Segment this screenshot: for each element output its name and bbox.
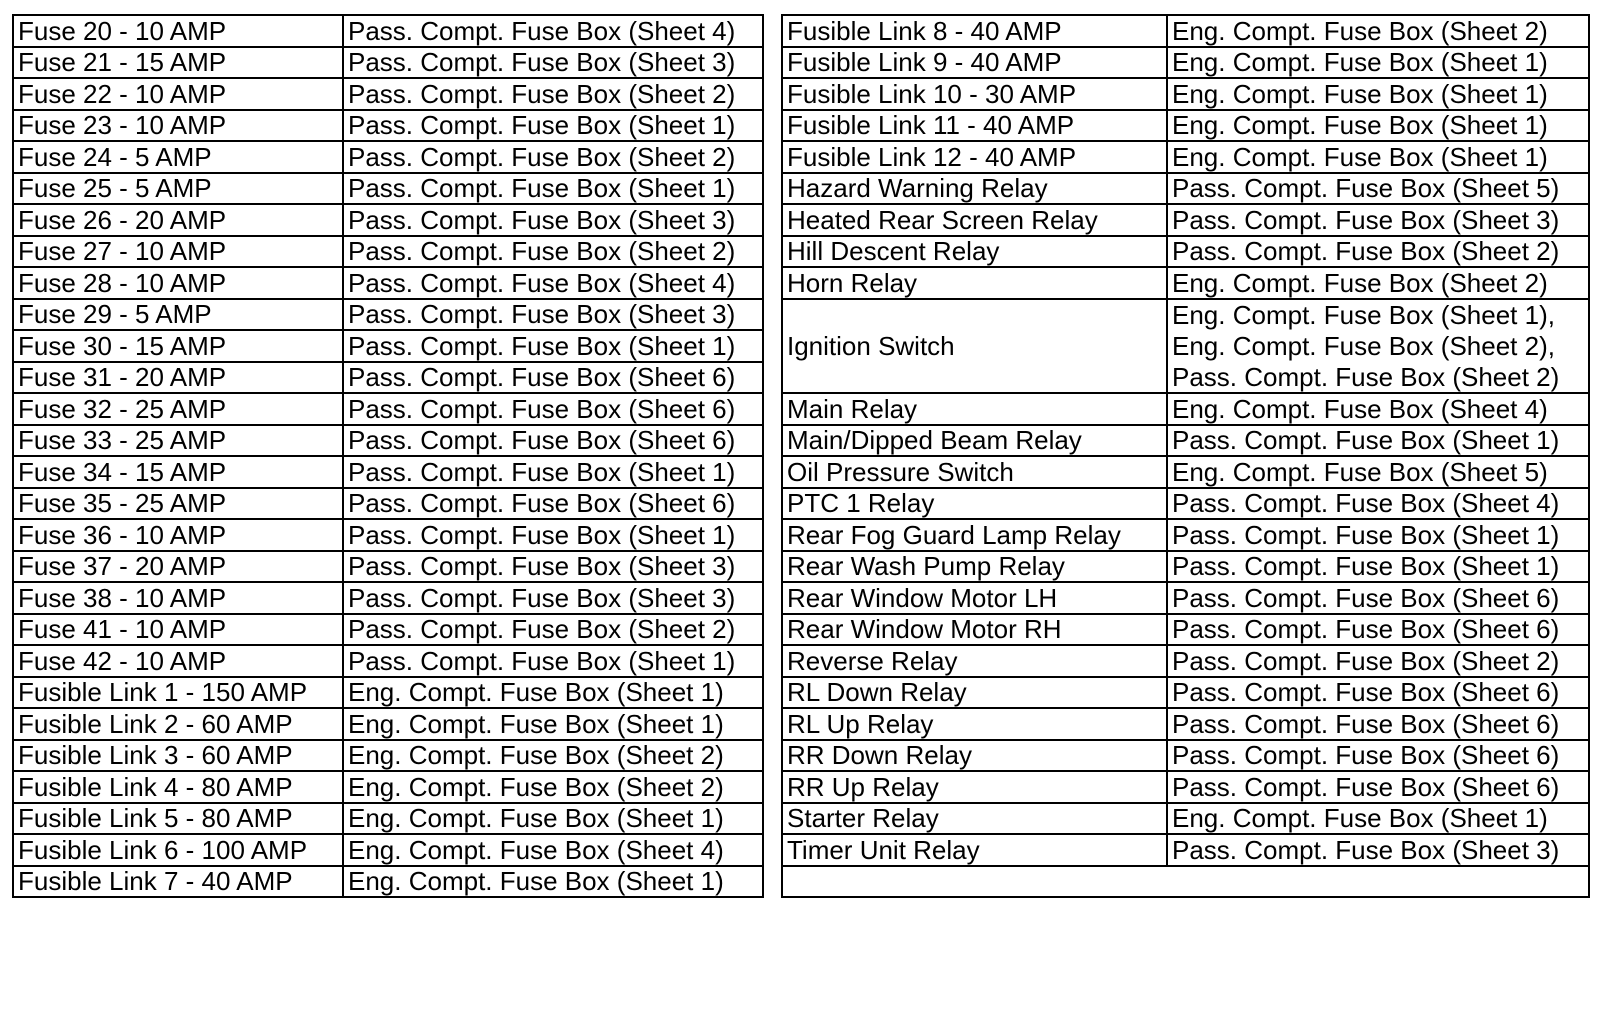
table-row xyxy=(13,299,763,331)
component-cell: Fusible Link 5 - 80 AMP xyxy=(13,803,343,835)
table-row xyxy=(13,362,763,394)
location-cell: Pass. Compt. Fuse Box (Sheet 1) xyxy=(343,645,763,677)
right-fuse-table xyxy=(781,14,1590,898)
location-cell: Pass. Compt. Fuse Box (Sheet 3) xyxy=(343,47,763,79)
component-cell: Fusible Link 7 - 40 AMP xyxy=(13,866,343,898)
location-cell: Pass. Compt. Fuse Box (Sheet 6) xyxy=(1167,740,1589,772)
empty-row xyxy=(782,866,1589,898)
location-cell: Pass. Compt. Fuse Box (Sheet 2) xyxy=(343,78,763,110)
table-row xyxy=(13,740,763,772)
location-cell: Pass. Compt. Fuse Box (Sheet 6) xyxy=(1167,771,1589,803)
component-cell: Fusible Link 1 - 150 AMP xyxy=(13,677,343,709)
location-cell: Eng. Compt. Fuse Box (Sheet 2) xyxy=(1167,267,1589,299)
component-cell: Fuse 21 - 15 AMP xyxy=(13,47,343,79)
location-cell: Pass. Compt. Fuse Box (Sheet 4) xyxy=(343,15,763,47)
table-row xyxy=(13,204,763,236)
component-cell: Fusible Link 8 - 40 AMP xyxy=(782,15,1167,47)
location-cell: Eng. Compt. Fuse Box (Sheet 2) xyxy=(343,740,763,772)
component-cell: RL Down Relay xyxy=(782,677,1167,709)
component-cell: Hill Descent Relay xyxy=(782,236,1167,268)
table-row xyxy=(782,78,1589,110)
location-cell: Pass. Compt. Fuse Box (Sheet 2) xyxy=(1167,362,1589,394)
component-cell: Fuse 33 - 25 AMP xyxy=(13,425,343,457)
table-row xyxy=(782,456,1589,488)
location-cell: Pass. Compt. Fuse Box (Sheet 1) xyxy=(1167,551,1589,583)
table-row xyxy=(782,614,1589,646)
component-cell: Fuse 38 - 10 AMP xyxy=(13,582,343,614)
table-row xyxy=(782,771,1589,803)
table-row xyxy=(13,110,763,142)
table-row xyxy=(13,866,763,898)
component-cell: Fuse 36 - 10 AMP xyxy=(13,519,343,551)
table-row xyxy=(782,551,1589,583)
location-cell: Pass. Compt. Fuse Box (Sheet 3) xyxy=(1167,204,1589,236)
location-cell: Pass. Compt. Fuse Box (Sheet 6) xyxy=(343,393,763,425)
location-cell: Eng. Compt. Fuse Box (Sheet 1) xyxy=(343,803,763,835)
location-cell: Eng. Compt. Fuse Box (Sheet 2) xyxy=(343,771,763,803)
component-cell: Fusible Link 11 - 40 AMP xyxy=(782,110,1167,142)
component-cell: PTC 1 Relay xyxy=(782,488,1167,520)
table-row xyxy=(13,677,763,709)
table-row xyxy=(782,267,1589,299)
component-cell: Hazard Warning Relay xyxy=(782,173,1167,205)
component-cell: Fusible Link 9 - 40 AMP xyxy=(782,47,1167,79)
location-cell: Eng. Compt. Fuse Box (Sheet 1) xyxy=(343,866,763,898)
component-cell: Fusible Link 2 - 60 AMP xyxy=(13,708,343,740)
table-row xyxy=(782,708,1589,740)
table-row xyxy=(782,740,1589,772)
table-row xyxy=(782,15,1589,47)
location-cell: Eng. Compt. Fuse Box (Sheet 1), xyxy=(1167,299,1589,331)
location-cell: Pass. Compt. Fuse Box (Sheet 3) xyxy=(1167,834,1589,866)
component-cell: Rear Window Motor LH xyxy=(782,582,1167,614)
table-row xyxy=(13,141,763,173)
right-table-body xyxy=(782,15,1589,897)
location-cell: Pass. Compt. Fuse Box (Sheet 6) xyxy=(343,362,763,394)
location-cell: Pass. Compt. Fuse Box (Sheet 3) xyxy=(343,299,763,331)
component-cell: Fusible Link 10 - 30 AMP xyxy=(782,78,1167,110)
left-fuse-table xyxy=(12,14,764,898)
component-cell: Oil Pressure Switch xyxy=(782,456,1167,488)
location-cell: Pass. Compt. Fuse Box (Sheet 6) xyxy=(1167,582,1589,614)
component-cell: Fuse 26 - 20 AMP xyxy=(13,204,343,236)
table-row xyxy=(782,141,1589,173)
component-cell: Rear Wash Pump Relay xyxy=(782,551,1167,583)
location-cell: Pass. Compt. Fuse Box (Sheet 3) xyxy=(343,204,763,236)
component-cell: Fuse 37 - 20 AMP xyxy=(13,551,343,583)
table-row xyxy=(13,47,763,79)
location-cell: Pass. Compt. Fuse Box (Sheet 4) xyxy=(1167,488,1589,520)
table-row xyxy=(782,582,1589,614)
location-cell: Pass. Compt. Fuse Box (Sheet 2) xyxy=(343,236,763,268)
location-cell: Pass. Compt. Fuse Box (Sheet 6) xyxy=(1167,677,1589,709)
table-row xyxy=(782,393,1589,425)
table-row xyxy=(13,771,763,803)
component-cell: Ignition Switch xyxy=(782,299,1167,394)
table-row xyxy=(782,834,1589,866)
component-cell: Rear Fog Guard Lamp Relay xyxy=(782,519,1167,551)
left-table-body xyxy=(13,15,763,897)
component-cell: Fusible Link 6 - 100 AMP xyxy=(13,834,343,866)
component-cell: Fuse 22 - 10 AMP xyxy=(13,78,343,110)
location-cell: Pass. Compt. Fuse Box (Sheet 1) xyxy=(343,519,763,551)
location-cell: Pass. Compt. Fuse Box (Sheet 1) xyxy=(343,330,763,362)
component-cell: Fuse 31 - 20 AMP xyxy=(13,362,343,394)
location-cell: Pass. Compt. Fuse Box (Sheet 6) xyxy=(1167,708,1589,740)
table-row xyxy=(782,803,1589,835)
table-row xyxy=(13,645,763,677)
component-cell: Fuse 34 - 15 AMP xyxy=(13,456,343,488)
table-row xyxy=(13,834,763,866)
table-row xyxy=(13,425,763,457)
component-cell: Fuse 28 - 10 AMP xyxy=(13,267,343,299)
component-cell: RL Up Relay xyxy=(782,708,1167,740)
table-row xyxy=(782,519,1589,551)
component-cell: Fuse 41 - 10 AMP xyxy=(13,614,343,646)
location-cell: Pass. Compt. Fuse Box (Sheet 6) xyxy=(1167,614,1589,646)
table-row xyxy=(782,677,1589,709)
location-cell: Eng. Compt. Fuse Box (Sheet 2), xyxy=(1167,330,1589,362)
table-row xyxy=(13,708,763,740)
component-cell: Starter Relay xyxy=(782,803,1167,835)
empty-cell xyxy=(782,866,1589,898)
component-cell: Fuse 30 - 15 AMP xyxy=(13,330,343,362)
location-cell: Eng. Compt. Fuse Box (Sheet 4) xyxy=(343,834,763,866)
component-cell: Fusible Link 4 - 80 AMP xyxy=(13,771,343,803)
table-row xyxy=(13,393,763,425)
location-cell: Eng. Compt. Fuse Box (Sheet 5) xyxy=(1167,456,1589,488)
location-cell: Pass. Compt. Fuse Box (Sheet 2) xyxy=(1167,645,1589,677)
component-cell: Fuse 23 - 10 AMP xyxy=(13,110,343,142)
location-cell: Eng. Compt. Fuse Box (Sheet 1) xyxy=(1167,78,1589,110)
component-cell: Main/Dipped Beam Relay xyxy=(782,425,1167,457)
table-row xyxy=(13,456,763,488)
location-cell: Pass. Compt. Fuse Box (Sheet 3) xyxy=(343,551,763,583)
location-cell: Eng. Compt. Fuse Box (Sheet 1) xyxy=(1167,141,1589,173)
table-row xyxy=(13,803,763,835)
location-cell: Pass. Compt. Fuse Box (Sheet 4) xyxy=(343,267,763,299)
location-cell: Pass. Compt. Fuse Box (Sheet 1) xyxy=(1167,519,1589,551)
component-cell: Fuse 32 - 25 AMP xyxy=(13,393,343,425)
location-cell: Eng. Compt. Fuse Box (Sheet 1) xyxy=(343,677,763,709)
location-cell: Pass. Compt. Fuse Box (Sheet 1) xyxy=(1167,425,1589,457)
location-cell: Pass. Compt. Fuse Box (Sheet 2) xyxy=(343,614,763,646)
component-cell: Fuse 35 - 25 AMP xyxy=(13,488,343,520)
location-cell: Pass. Compt. Fuse Box (Sheet 1) xyxy=(343,173,763,205)
component-cell: Rear Window Motor RH xyxy=(782,614,1167,646)
location-cell: Eng. Compt. Fuse Box (Sheet 1) xyxy=(1167,803,1589,835)
table-row xyxy=(13,614,763,646)
location-cell: Pass. Compt. Fuse Box (Sheet 1) xyxy=(343,110,763,142)
location-cell: Pass. Compt. Fuse Box (Sheet 1) xyxy=(343,456,763,488)
component-cell: Fuse 29 - 5 AMP xyxy=(13,299,343,331)
component-cell: Main Relay xyxy=(782,393,1167,425)
location-cell: Pass. Compt. Fuse Box (Sheet 5) xyxy=(1167,173,1589,205)
table-row xyxy=(13,236,763,268)
table-row xyxy=(13,488,763,520)
location-cell: Eng. Compt. Fuse Box (Sheet 2) xyxy=(1167,15,1589,47)
table-row xyxy=(13,582,763,614)
location-cell: Pass. Compt. Fuse Box (Sheet 6) xyxy=(343,488,763,520)
location-cell: Pass. Compt. Fuse Box (Sheet 2) xyxy=(343,141,763,173)
component-cell: Horn Relay xyxy=(782,267,1167,299)
component-cell: Fuse 20 - 10 AMP xyxy=(13,15,343,47)
table-row xyxy=(13,551,763,583)
table-row xyxy=(13,78,763,110)
table-row xyxy=(13,15,763,47)
table-row xyxy=(13,330,763,362)
table-row xyxy=(782,299,1589,331)
component-cell: Timer Unit Relay xyxy=(782,834,1167,866)
location-cell: Eng. Compt. Fuse Box (Sheet 1) xyxy=(1167,110,1589,142)
component-cell: RR Up Relay xyxy=(782,771,1167,803)
component-cell: Fuse 25 - 5 AMP xyxy=(13,173,343,205)
table-row xyxy=(782,110,1589,142)
location-cell: Pass. Compt. Fuse Box (Sheet 2) xyxy=(1167,236,1589,268)
location-cell: Eng. Compt. Fuse Box (Sheet 1) xyxy=(1167,47,1589,79)
location-cell: Pass. Compt. Fuse Box (Sheet 6) xyxy=(343,425,763,457)
table-row xyxy=(782,425,1589,457)
location-cell: Eng. Compt. Fuse Box (Sheet 1) xyxy=(343,708,763,740)
table-row xyxy=(782,645,1589,677)
table-row xyxy=(13,173,763,205)
table-row xyxy=(782,47,1589,79)
component-cell: Fuse 42 - 10 AMP xyxy=(13,645,343,677)
component-cell: Reverse Relay xyxy=(782,645,1167,677)
component-cell: Fusible Link 12 - 40 AMP xyxy=(782,141,1167,173)
table-row xyxy=(782,488,1589,520)
location-cell: Pass. Compt. Fuse Box (Sheet 3) xyxy=(343,582,763,614)
component-cell: RR Down Relay xyxy=(782,740,1167,772)
table-row xyxy=(13,267,763,299)
table-row xyxy=(782,204,1589,236)
table-row xyxy=(782,236,1589,268)
component-cell: Heated Rear Screen Relay xyxy=(782,204,1167,236)
component-cell: Fusible Link 3 - 60 AMP xyxy=(13,740,343,772)
location-cell: Eng. Compt. Fuse Box (Sheet 4) xyxy=(1167,393,1589,425)
table-row xyxy=(13,519,763,551)
table-row xyxy=(782,173,1589,205)
component-cell: Fuse 24 - 5 AMP xyxy=(13,141,343,173)
component-cell: Fuse 27 - 10 AMP xyxy=(13,236,343,268)
